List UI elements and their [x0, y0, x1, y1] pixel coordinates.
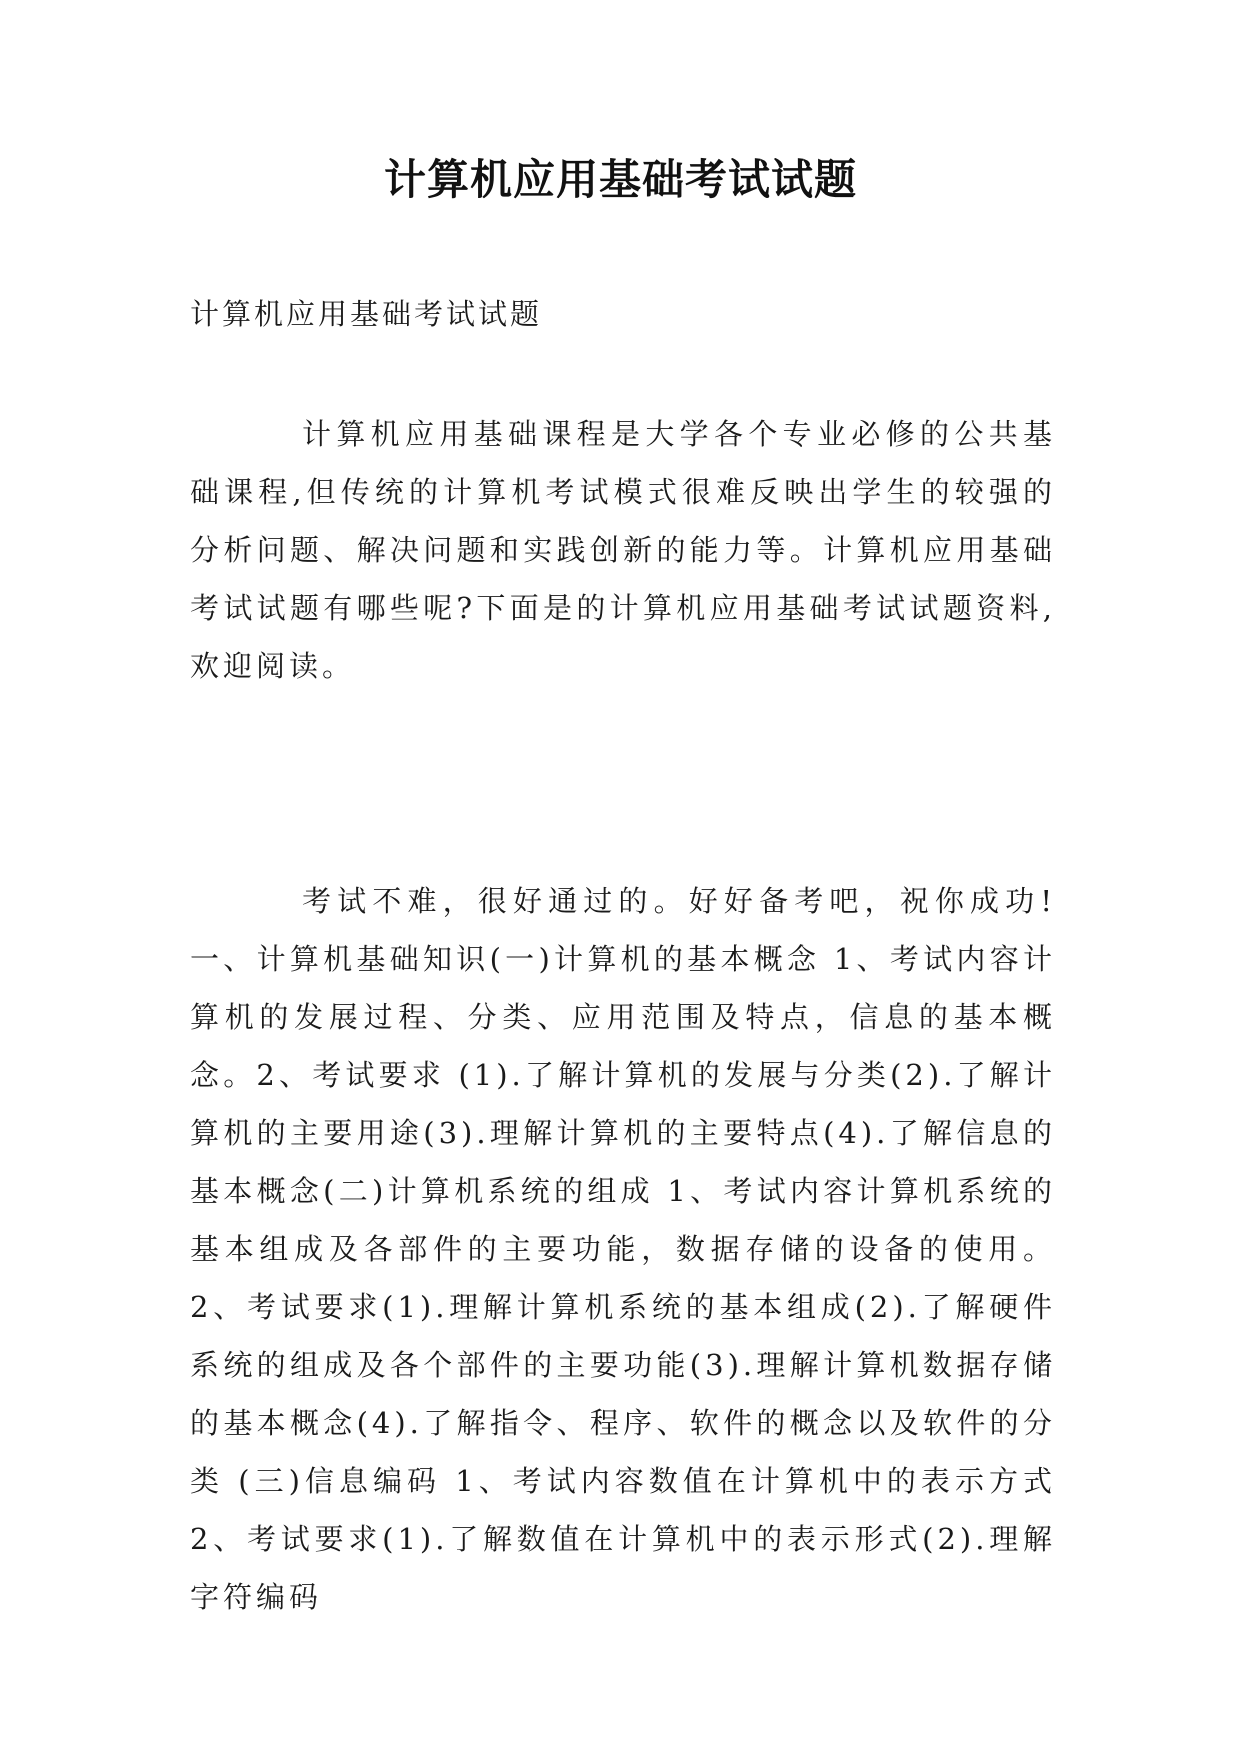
- exam-content-paragraph: 考试不难，很好通过的。好好备考吧，祝你成功!一、计算机基础知识(一)计算机的基本概念 1、考试内容计算机的发展过程、分类、应用范围及特点，信息的基本概念。2、考试要求 (1).了解计算机的发展与分类(2).了解计算机的主要用途(3).理解计算机的主要特点(4).了解信息的基本概念(二)计算机系统的组成 1、考试内容计算机系统的基本组成及各部件的主要功能，数据存储的设备的使用。2、考试要求(1).理解计算机系统的基本组成(2).了解硬件系统的组成及各个部件的主要功能(3).理解计算机数据存储的基本概念(4).了解指令、程序、软件的概念以及软件的分类 (三)信息编码 1、考试内容数值在计算机中的表示方式 2、考试要求(1).了解数值在计算机中的表示形式(2).理解字符编码: [190, 884, 1056, 1614]
- intro-paragraph: 计算机应用基础课程是大学各个专业必修的公共基础课程,但传统的计算机考试模式很难反映出学生的较强的分析问题、解决问题和实践创新的能力等。计算机应用基础考试试题有哪些呢?下面是的计算机应用基础考试试题资料,欢迎阅读。: [190, 417, 1056, 683]
- document-title: 计算机应用基础考试试题: [383, 155, 857, 204]
- document-subtitle: 计算机应用基础考试试题: [190, 297, 543, 331]
